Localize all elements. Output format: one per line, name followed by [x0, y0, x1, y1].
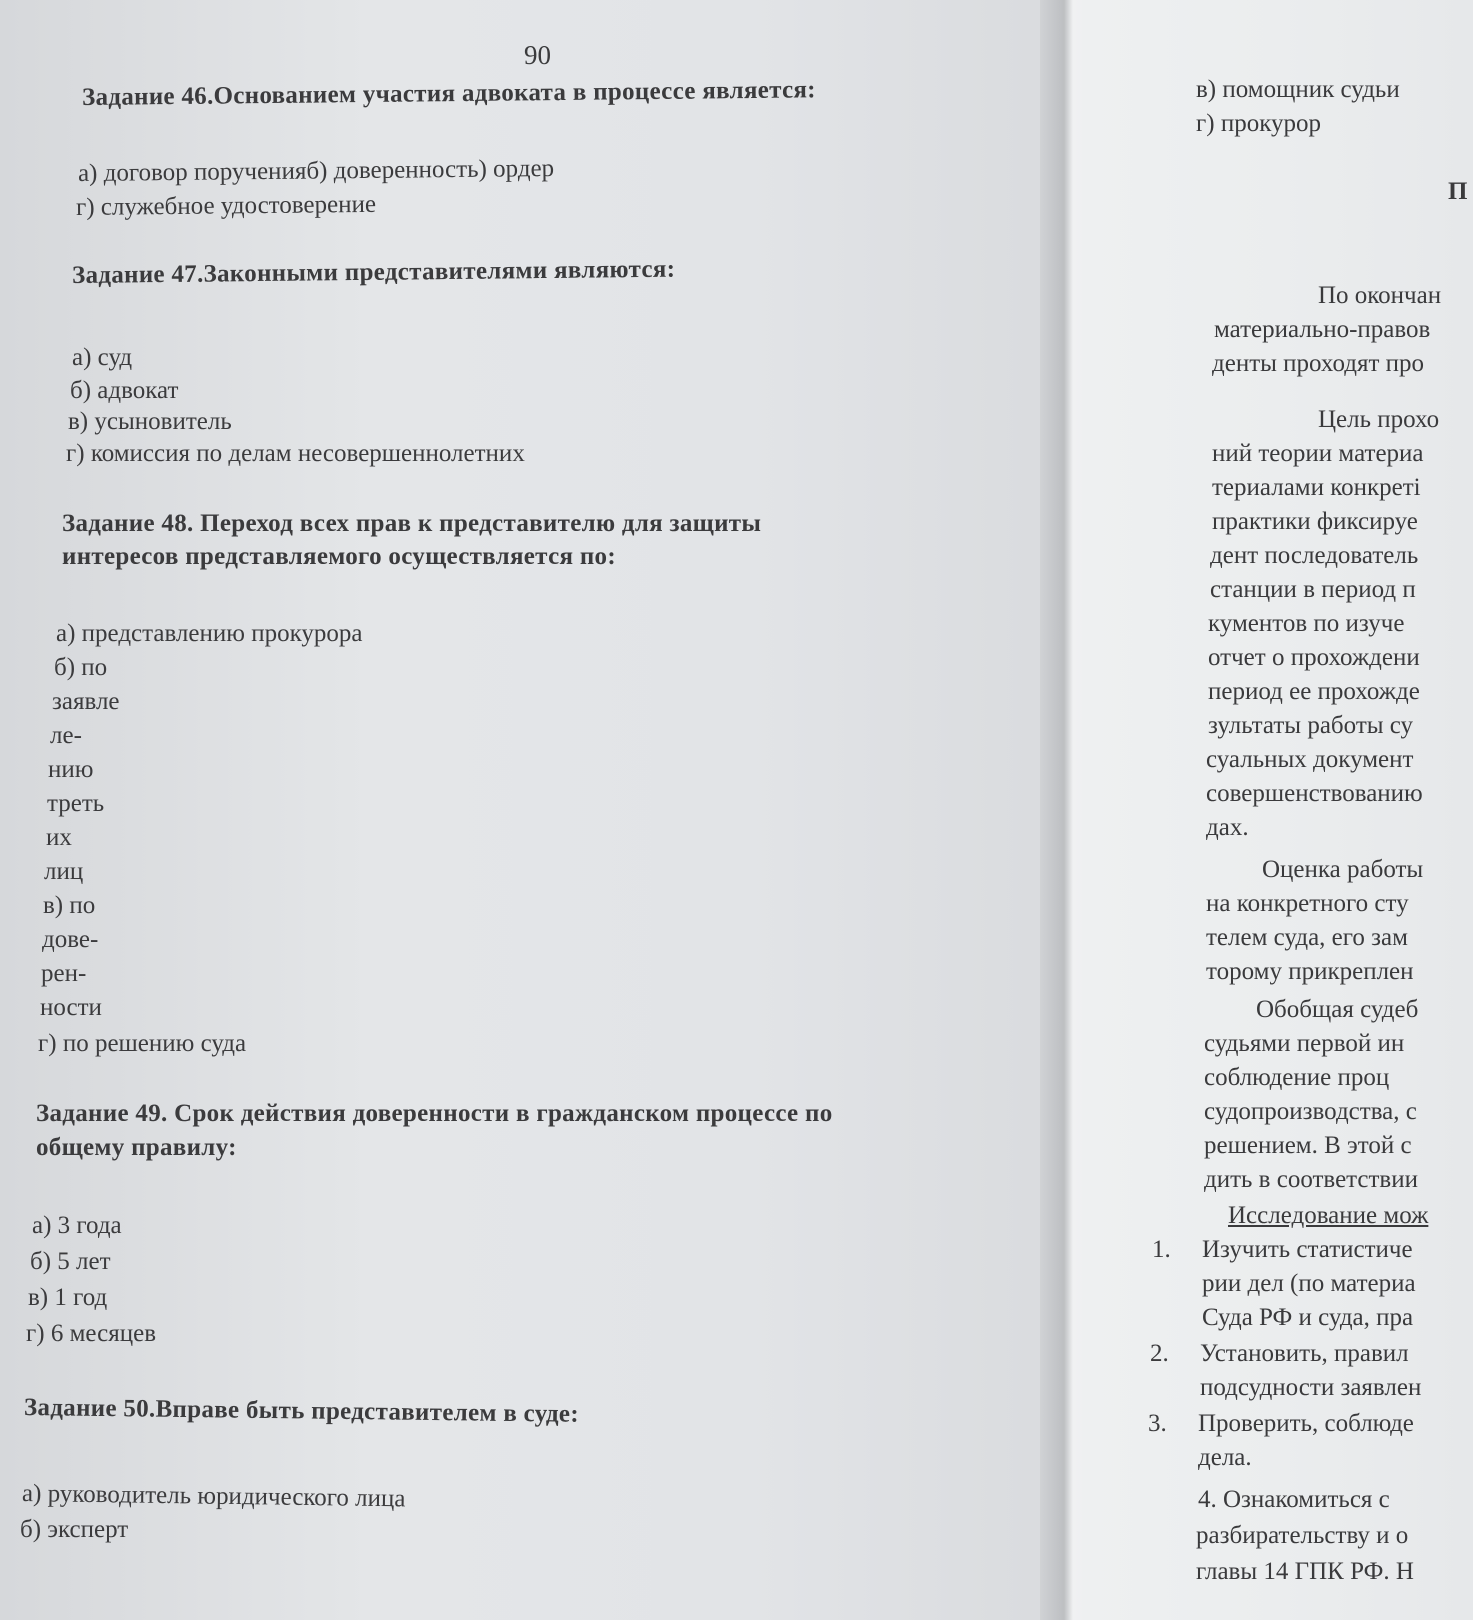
task-47-option-b: б) адвокат	[70, 377, 179, 404]
list-number: 2.	[1150, 1340, 1169, 1367]
task-50-option-a: а) руководитель юридического лица	[21, 1480, 406, 1513]
right-text-line: Исследование мож	[1228, 1202, 1429, 1229]
task-48-title-line1: Задание 48. Переход всех прав к представителю для защиты	[62, 510, 762, 537]
right-text-line: судопроизводства, с	[1204, 1098, 1417, 1125]
right-text-line: разбирательству и о	[1196, 1522, 1409, 1549]
task-49-option-c: в) 1 год	[28, 1284, 108, 1311]
right-text-line: совершенствованию	[1206, 780, 1423, 807]
page-number: 90	[524, 40, 551, 70]
right-heading-fragment: П	[1448, 178, 1468, 205]
right-text-line: Изучить статистиче	[1202, 1236, 1413, 1263]
task-48-title-line2: интересов представляемого осуществляется по:	[62, 543, 616, 570]
right-text-line: дент последователь	[1210, 542, 1419, 569]
right-text-line: Суда РФ и суда, пра	[1202, 1304, 1414, 1331]
task-49-title-line1: Задание 49. Срок действия доверенности в гражданском процессе по	[36, 1100, 833, 1127]
right-text-line: суальных документ	[1206, 746, 1414, 773]
right-text-line: торому прикреплен	[1206, 958, 1414, 985]
task-49-option-b: б) 5 лет	[30, 1248, 111, 1275]
right-text-line: подсудности заявлен	[1200, 1374, 1422, 1401]
right-text-line: териалами конкреті	[1212, 474, 1421, 501]
right-text-line: практики фиксируе	[1212, 508, 1418, 535]
task-48-fragment: нию	[48, 756, 94, 783]
task-48-fragment: заявле	[52, 688, 120, 715]
right-text-line: Установить, правил	[1200, 1340, 1409, 1367]
task-50-option-b: б) эксперт	[20, 1516, 129, 1543]
task-48-fragment: лиц	[44, 858, 84, 885]
right-option-c: в) помощник судьи	[1196, 76, 1400, 103]
right-text-line: дах.	[1206, 814, 1249, 841]
right-text-line: отчет о прохождени	[1208, 644, 1420, 671]
right-text-line: дить в соответствии	[1204, 1166, 1418, 1193]
right-text-line: станции в период п	[1210, 576, 1416, 603]
right-text-line: Оценка работы	[1262, 856, 1424, 883]
task-47-title: Задание 47.Законными представителями являются:	[71, 255, 676, 289]
task-48-fragment: рен-	[41, 960, 87, 987]
list-number: 1.	[1152, 1236, 1171, 1263]
task-48-fragment: треть	[47, 790, 105, 817]
task-49-option-d: г) 6 месяцев	[26, 1320, 156, 1347]
task-46-title: Задание 46.Основанием участия адвоката в процессе является:	[81, 76, 816, 111]
right-text-line: Цель прохо	[1318, 406, 1440, 433]
right-text-line: дела.	[1198, 1444, 1252, 1471]
right-text-line: ний теории материа	[1212, 440, 1424, 467]
task-48-fragment: ле-	[50, 722, 82, 749]
task-46-option-d: г) служебное удостоверение	[75, 190, 377, 221]
task-49-option-a: а) 3 года	[32, 1212, 122, 1239]
task-47-option-c: в) усыновитель	[68, 408, 232, 435]
task-49-title-line2: общему правилу:	[36, 1134, 237, 1161]
right-text-line: период ее прохожде	[1208, 678, 1420, 705]
right-text-line: По окончан	[1318, 282, 1442, 309]
right-text-line: денты проходят про	[1212, 350, 1425, 377]
task-47-option-d: г) комиссия по делам несовершеннолетних	[66, 440, 525, 467]
right-text-line: материально-правов	[1214, 316, 1431, 343]
right-text-line: 4. Ознакомиться с	[1198, 1486, 1390, 1513]
task-48-fragment: б) по	[54, 654, 108, 681]
task-47-option-a: а) суд	[72, 344, 133, 371]
task-48-option-a: а) представлению прокурора	[56, 620, 363, 647]
task-48-fragment: их	[46, 824, 72, 851]
right-option-d: г) прокурор	[1196, 110, 1321, 137]
right-text-line: судьями первой ин	[1204, 1030, 1405, 1057]
right-text-line: Обобщая судеб	[1256, 996, 1419, 1023]
right-text-line: Проверить, соблюде	[1198, 1410, 1414, 1437]
task-48-option-d: г) по решению суда	[38, 1030, 247, 1057]
list-number: 3.	[1148, 1410, 1167, 1437]
right-text-line: решением. В этой с	[1204, 1132, 1412, 1159]
right-text-line: рии дел (по материа	[1202, 1270, 1416, 1297]
task-50-title: Задание 50.Вправе быть представителем в суде:	[23, 1394, 580, 1428]
right-text-line: соблюдение проц	[1204, 1064, 1390, 1091]
task-48-fragment: ности	[40, 994, 102, 1021]
right-text-line: зультаты работы су	[1208, 712, 1414, 739]
task-48-fragment: дове-	[42, 926, 99, 953]
right-text-line: телем суда, его зам	[1206, 924, 1408, 951]
right-text-line: кументов по изуче	[1208, 610, 1405, 637]
task-46-options-line1: а) договор порученияб) доверенность) ордер	[77, 155, 555, 187]
right-text-line: главы 14 ГПК РФ. Н	[1196, 1558, 1414, 1585]
right-text-line: на конкретного сту	[1206, 890, 1409, 917]
task-48-fragment: в) по	[43, 892, 96, 919]
